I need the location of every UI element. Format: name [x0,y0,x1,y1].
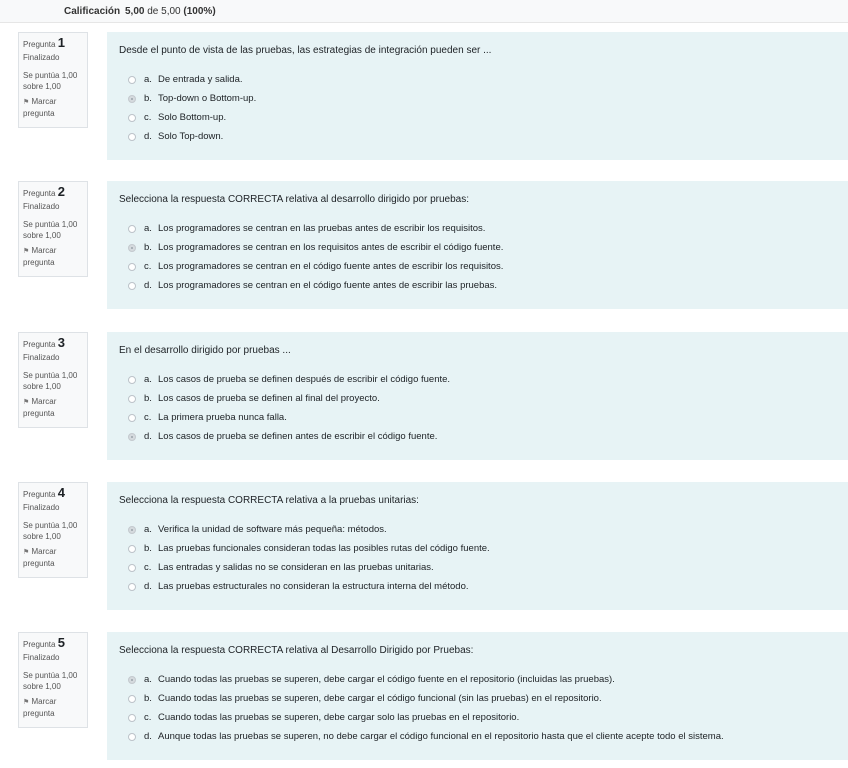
flag-label-line2: pregunta [23,109,55,118]
answer-text: Las pruebas estructurales no consideran la estructura interna del método. [158,581,469,592]
answer-letter: b. [144,693,152,704]
question-text: En el desarrollo dirigido por pruebas ... [119,345,291,356]
question-number-line [23,487,83,500]
question-number: 3 [57,335,65,350]
question-prefix: Pregunta [23,640,56,649]
answer-option[interactable] [119,727,836,746]
radio-button[interactable] [128,282,136,290]
question-content [107,632,848,760]
flag-question-link[interactable] [23,245,83,268]
answer-option[interactable] [119,89,836,108]
grade-label: Calificación [64,6,121,17]
answer-text: La primera prueba nunca falla. [158,412,287,423]
question-grade-line1: Se puntúa 1,00 [23,220,78,229]
answer-text: Las entradas y salidas no se consideran en las pruebas unitarias. [158,562,434,573]
answer-text: Las pruebas funcionales consideran todas las posibles rutas del código fuente. [158,543,490,554]
flag-icon: ⚑ [23,549,30,556]
question-number-line [23,37,83,50]
radio-button[interactable] [128,225,136,233]
answer-text: Los casos de prueba se definen antes de escribir el código fuente. [158,431,438,442]
flag-question-link[interactable] [23,696,83,719]
grade-percent: (100%) [183,6,216,17]
answer-letter: d. [144,731,152,742]
question-grade-line2: sobre 1,00 [23,82,61,91]
answer-letter: c. [144,412,152,423]
answer-letter: c. [144,112,152,123]
question-2 [0,181,848,309]
answer-letter: c. [144,261,152,272]
question-grade [23,370,83,392]
radio-button[interactable] [128,695,136,703]
answer-letter: d. [144,280,152,291]
question-5 [0,632,848,760]
answer-option[interactable] [119,689,836,708]
question-state: Finalizado [23,353,60,362]
answer-letter: a. [144,524,152,535]
question-1 [0,32,848,160]
grade-score: 5,00 [125,6,145,17]
question-state: Finalizado [23,202,60,211]
answer-letter: a. [144,374,152,385]
question-number: 1 [57,35,65,50]
question-grade-line1: Se puntúa 1,00 [23,371,78,380]
question-text: Selecciona la respuesta CORRECTA relativa al desarrollo dirigido por pruebas: [119,194,469,205]
answer-text: Cuando todas las pruebas se superen, debe cargar el código funcional (sin las pruebas) en el repositorio. [158,693,602,704]
flag-label-line2: pregunta [23,409,55,418]
answer-letter: d. [144,431,152,442]
answer-text: Cuando todas las pruebas se superen, debe cargar solo las pruebas en el repositorio. [158,712,520,723]
radio-button[interactable] [128,545,136,553]
question-info [18,632,88,728]
question-grade [23,520,83,542]
answer-letter: d. [144,131,152,142]
answer-option[interactable] [119,70,836,89]
answer-option[interactable] [119,370,836,389]
answer-text: Solo Bottom-up. [158,112,227,123]
answer-option[interactable] [119,276,836,295]
answer-option[interactable] [119,389,836,408]
answer-option[interactable] [119,408,836,427]
question-state: Finalizado [23,53,60,62]
flag-question-link[interactable] [23,96,83,119]
question-3 [0,332,848,460]
question-grade-line2: sobre 1,00 [23,682,61,691]
answer-list [119,370,836,446]
answer-list [119,70,836,146]
radio-button[interactable] [128,733,136,741]
answer-option[interactable] [119,520,836,539]
question-content [107,482,848,610]
question-info [18,32,88,128]
flag-question-link[interactable] [23,546,83,569]
answer-letter: c. [144,562,152,573]
flag-icon: ⚑ [23,699,30,706]
answer-text: Solo Top-down. [158,131,224,142]
question-state: Finalizado [23,653,60,662]
radio-button[interactable] [128,114,136,122]
answer-letter: b. [144,543,152,554]
radio-button[interactable] [128,263,136,271]
question-info [18,482,88,578]
answer-text: Los casos de prueba se definen después de escribir el código fuente. [158,374,451,385]
flag-label-line2: pregunta [23,709,55,718]
radio-button[interactable] [128,564,136,572]
answer-text: Los programadores se centran en el código fuente antes de escribir las pruebas. [158,280,498,291]
question-prefix: Pregunta [23,340,56,349]
question-prefix: Pregunta [23,40,56,49]
radio-button-selected[interactable] [128,676,136,684]
answer-option[interactable] [119,670,836,689]
question-grade-line1: Se puntúa 1,00 [23,71,78,80]
answer-option[interactable] [119,427,836,446]
answer-letter: c. [144,712,152,723]
answer-option[interactable] [119,127,836,146]
question-content [107,32,848,160]
answer-text: Cuando todas las pruebas se superen, debe cargar el código fuente en el repositorio (incluidas las pruebas). [158,674,615,685]
flag-icon: ⚑ [23,99,30,106]
question-number: 5 [57,635,65,650]
question-number-line [23,637,83,650]
radio-button[interactable] [128,133,136,141]
question-info [18,332,88,428]
question-prefix: Pregunta [23,490,56,499]
flag-label: Marcar [31,397,57,406]
answer-text: Los programadores se centran en los requisitos antes de escribir el código fuente. [158,242,504,253]
radio-button[interactable] [128,76,136,84]
answer-text: Los casos de prueba se definen al final del proyecto. [158,393,380,404]
flag-label: Marcar [31,97,57,106]
question-content [107,181,848,309]
radio-button[interactable] [128,714,136,722]
radio-button-selected[interactable] [128,433,136,441]
question-number: 4 [57,485,65,500]
radio-button[interactable] [128,583,136,591]
question-state: Finalizado [23,503,60,512]
flag-label-line2: pregunta [23,559,55,568]
answer-text: Los programadores se centran en el código fuente antes de escribir los requisitos. [158,261,504,272]
radio-button-selected[interactable] [128,526,136,534]
answer-letter: a. [144,223,152,234]
answer-option[interactable] [119,577,836,596]
radio-button[interactable] [128,414,136,422]
flag-icon: ⚑ [23,248,30,255]
answer-option[interactable] [119,219,836,238]
flag-label: Marcar [31,547,57,556]
answer-letter: d. [144,581,152,592]
flag-question-link[interactable] [23,396,83,419]
question-4 [0,482,848,610]
question-number: 2 [57,184,65,199]
radio-button[interactable] [128,376,136,384]
flag-label-line2: pregunta [23,258,55,267]
answer-option[interactable] [119,558,836,577]
question-text: Selecciona la respuesta CORRECTA relativa al Desarrollo Dirigido por Pruebas: [119,645,474,656]
flag-icon: ⚑ [23,399,30,406]
answer-option[interactable] [119,238,836,257]
question-content [107,332,848,460]
answer-text: Verifica la unidad de software más pequeña: métodos. [158,524,387,535]
question-number-line [23,337,83,350]
question-grade-line1: Se puntúa 1,00 [23,521,78,530]
radio-button-selected[interactable] [128,244,136,252]
question-text: Selecciona la respuesta CORRECTA relativa a la pruebas unitarias: [119,495,419,506]
question-grade-line2: sobre 1,00 [23,382,61,391]
answer-letter: b. [144,242,152,253]
answer-list [119,520,836,596]
question-grade [23,219,83,241]
question-info [18,181,88,277]
answer-list [119,219,836,295]
answer-option[interactable] [119,257,836,276]
question-grade [23,670,83,692]
answer-letter: b. [144,93,152,104]
answer-text: Aunque todas las pruebas se superen, no debe cargar el código funcional en el repositorio hasta que el cliente acepte todo el sistema. [158,731,724,742]
question-grade-line2: sobre 1,00 [23,532,61,541]
question-text: Desde el punto de vista de las pruebas, las estrategias de integración pueden ser ... [119,45,492,56]
answer-option[interactable] [119,539,836,558]
answer-letter: a. [144,674,152,685]
radio-button[interactable] [128,395,136,403]
answer-letter: b. [144,393,152,404]
grade-value [125,6,216,17]
question-grade-line2: sobre 1,00 [23,231,61,240]
radio-button-selected[interactable] [128,95,136,103]
question-number-line [23,186,83,199]
grade-total: de 5,00 [147,6,181,17]
question-grade [23,70,83,92]
answer-list [119,670,836,746]
answer-text: Top-down o Bottom-up. [158,93,257,104]
flag-label: Marcar [31,697,57,706]
flag-label: Marcar [31,246,57,255]
answer-option[interactable] [119,108,836,127]
answer-text: De entrada y salida. [158,74,243,85]
grade-summary-bar [0,0,848,23]
question-grade-line1: Se puntúa 1,00 [23,671,78,680]
answer-letter: a. [144,74,152,85]
answer-text: Los programadores se centran en las pruebas antes de escribir los requisitos. [158,223,486,234]
question-prefix: Pregunta [23,189,56,198]
answer-option[interactable] [119,708,836,727]
